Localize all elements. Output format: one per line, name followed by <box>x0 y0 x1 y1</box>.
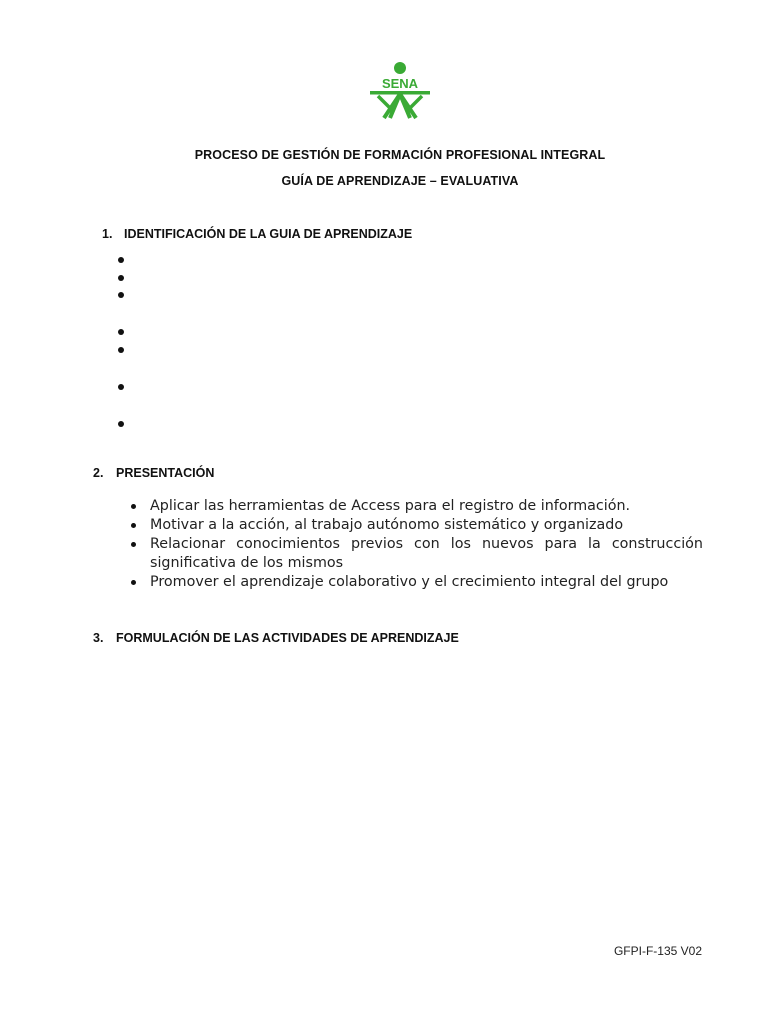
empty-bullet <box>118 329 124 335</box>
empty-bullet <box>118 384 124 390</box>
empty-bullet <box>118 421 124 427</box>
section-number: 3. <box>93 631 104 645</box>
sena-logo <box>368 60 432 124</box>
section-heading-presentation <box>93 466 214 480</box>
empty-bullet <box>118 257 124 263</box>
section-title: IDENTIFICACIÓN DE LA GUIA DE APRENDIZAJE <box>124 227 413 241</box>
section-number: 1. <box>102 227 113 241</box>
list-item: Aplicar las herramientas de Access para el registro de información. <box>128 497 703 516</box>
section-heading-activities <box>93 631 459 645</box>
section-number: 2. <box>93 466 104 480</box>
section-title: PRESENTACIÓN <box>116 466 215 480</box>
document-code: GFPI-F-135 V02 <box>613 944 702 958</box>
process-title: PROCESO DE GESTIÓN DE FORMACIÓN PROFESIONAL INTEGRAL <box>194 148 606 162</box>
list-item: Motivar a la acción, al trabajo autónomo sistemático y organizado <box>128 516 703 535</box>
empty-bullet <box>118 275 124 281</box>
list-item: Promover el aprendizaje colaborativo y el crecimiento integral del grupo <box>128 573 703 592</box>
presentation-list <box>128 497 703 592</box>
empty-bullet <box>118 347 124 353</box>
guide-title: GUÍA DE APRENDIZAJE – EVALUATIVA <box>281 174 519 188</box>
svg-text:SENA: SENA <box>381 76 419 91</box>
list-item: Relacionar conocimientos previos con los nuevos para la construcción significativa de los mismos <box>128 535 703 573</box>
empty-bullet <box>118 292 124 298</box>
section-title: FORMULACIÓN DE LAS ACTIVIDADES DE APRENDIZAJE <box>116 631 459 645</box>
section-heading-identification <box>102 227 412 241</box>
